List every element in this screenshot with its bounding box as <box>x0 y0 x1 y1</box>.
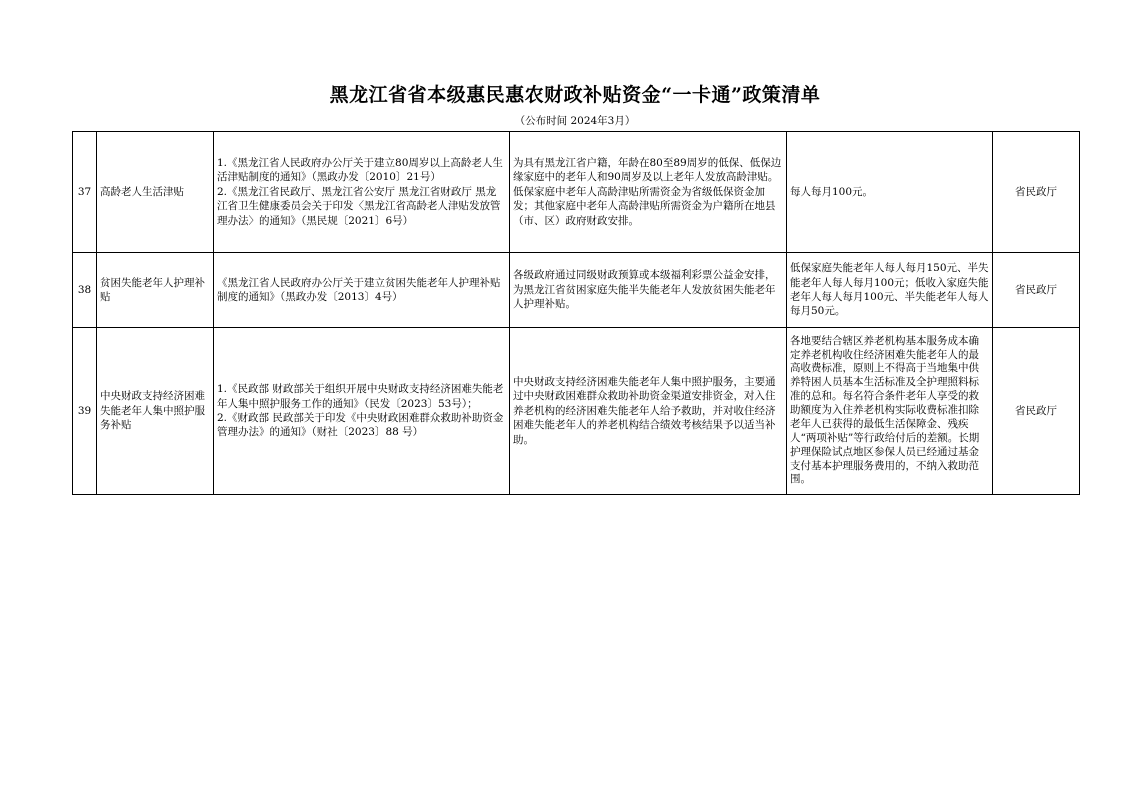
basis-item: 2.《财政部 民政部关于印发《中央财政困难群众救助补助资金管理办法》的通知》（财社〔2023〕88 号） <box>217 412 504 439</box>
policy-basis <box>214 132 510 253</box>
subsidy-standard: 每人每月100元。 <box>787 132 993 253</box>
subsidy-target: 为具有黑龙江省户籍，年龄在80至89周岁的低保、低保边缘家庭中的老年人和90周岁及以上老年人发放高龄津贴。低保家庭中老年人高龄津贴所需资金为省级低保资金加发；其他家庭中老年人高龄津贴所需资金为户籍所在地县（市、区）政府财政安排。 <box>510 132 787 253</box>
basis-item: 1.《民政部 财政部关于组织开展中央财政支持经济困难失能老年人集中照护服务工作的通知》（民发〔2023〕53号）； <box>217 383 504 410</box>
policy-table <box>72 131 1080 495</box>
subsidy-standard: 低保家庭失能老年人每人每月150元、半失能老年人每人每月100元；低收入家庭失能老年人每人每月100元、半失能老年人每人每月50元。 <box>787 253 993 328</box>
publish-date: （公布时间 2024年3月） <box>514 115 636 127</box>
table-row <box>73 253 1080 328</box>
basis-item: 2.《黑龙江省民政厅、黑龙江省公安厅 黑龙江省财政厅 黑龙江省卫生健康委员会关于印发〈黑龙江省高龄老人津贴发放管理办法〉的通知》（黑民规〔2021〕6号） <box>217 185 501 227</box>
subsidy-standard: 各地要结合辖区养老机构基本服务成本确定养老机构收住经济困难失能老年人的最高收费标准，原则上不得高于当地集中供养特困人员基本生活标准及全护理照料标准的总和。每名符合条件老年人享受的救助额度为入住养老机构实际收费标准扣除老年人已获得的最低生活保障金、残疾人“两项补贴”等行政给付后的差额。长期护理保险试点地区参保人员已经通过基金支付基本护理服务费用的，不纳入救助范围。 <box>787 328 993 495</box>
responsible-dept: 省民政厅 <box>993 328 1080 495</box>
policy-basis <box>214 253 510 328</box>
policy-basis <box>214 328 510 495</box>
row-number: 38 <box>73 253 97 328</box>
row-number: 39 <box>73 328 97 495</box>
subsidy-name: 中央财政支持经济困难失能老年人集中照护服务补贴 <box>97 328 214 495</box>
responsible-dept: 省民政厅 <box>993 132 1080 253</box>
responsible-dept: 省民政厅 <box>993 253 1080 328</box>
table-row <box>73 132 1080 253</box>
row-number: 37 <box>73 132 97 253</box>
subsidy-name: 贫困失能老年人护理补贴 <box>97 253 214 328</box>
subsidy-target: 中央财政支持经济困难失能老年人集中照护服务，主要通过中央财政困难群众救助补助资金渠道安排资金，对入住养老机构的经济困难失能老年人给予救助，并对收住经济困难失能老年人的养老机构结合绩效考核结果予以适当补助。 <box>510 328 787 495</box>
subsidy-target: 各级政府通过同级财政预算或本级福利彩票公益金安排，为黑龙江省贫困家庭失能半失能老年人发放贫困失能老年人护理补贴。 <box>510 253 787 328</box>
subsidy-name: 高龄老人生活津贴 <box>97 132 214 253</box>
basis-item: 1.《黑龙江省人民政府办公厅关于建立80周岁以上高龄老人生活津贴制度的通知》（黑政办发〔2010〕21号） <box>217 156 503 184</box>
basis-item: 《黑龙江省人民政府办公厅关于建立贫困失能老年人护理补贴制度的通知》（黑政办发〔2013〕4号） <box>217 276 501 303</box>
page-title: 黑龙江省省本级惠民惠农财政补贴资金“一卡通”政策清单 <box>329 84 821 106</box>
table-row <box>73 328 1080 495</box>
